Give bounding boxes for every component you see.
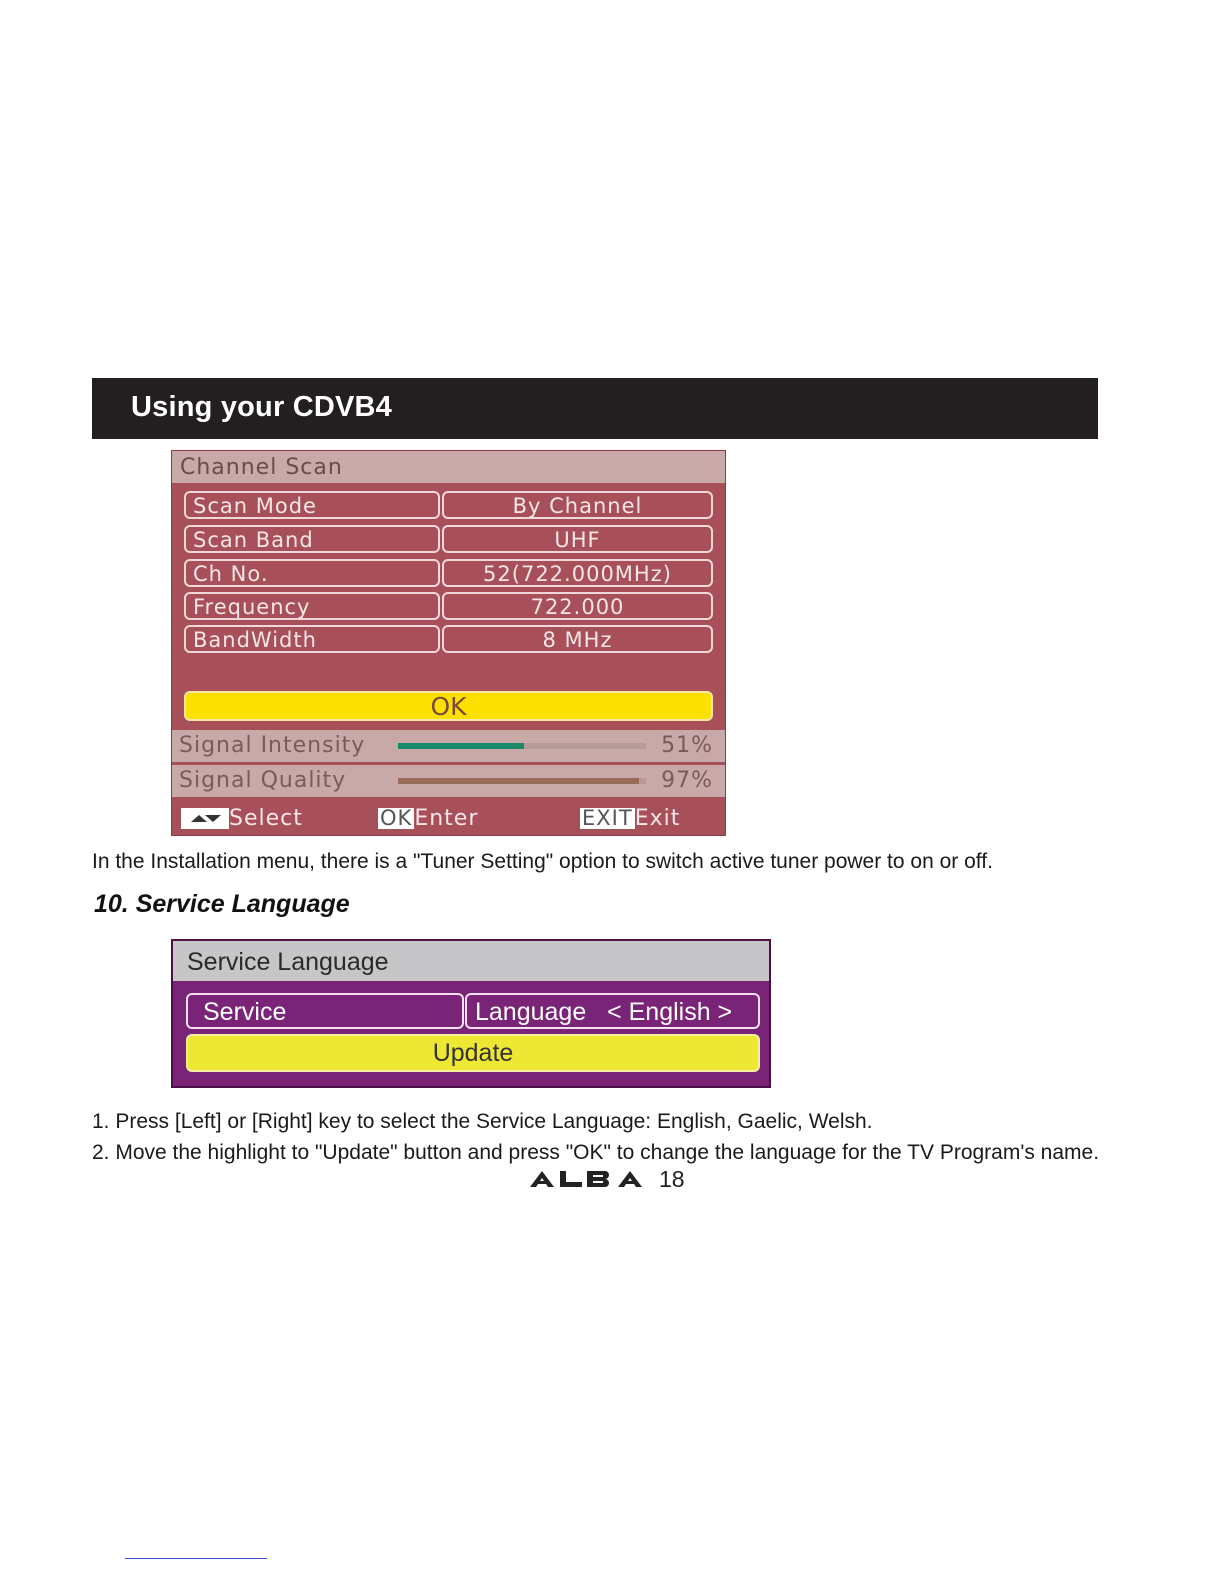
service-language-title: Service Language	[173, 941, 769, 981]
bandwidth-value[interactable]: 8 MHz	[442, 625, 713, 653]
signal-intensity-fill	[398, 743, 524, 749]
channel-scan-screen	[171, 450, 726, 836]
signal-quality-fill	[398, 778, 639, 784]
signal-quality-bar	[398, 778, 646, 784]
signal-intensity-row	[172, 730, 725, 762]
signal-intensity-bar	[398, 743, 646, 749]
tuner-setting-note: In the Installation menu, there is a "Tuner Setting" option to switch active tuner power to on or off.	[92, 850, 993, 873]
alba-logo	[530, 1170, 650, 1188]
ok-key-icon: OK	[380, 806, 413, 830]
page-footer	[530, 1166, 690, 1194]
frequency-value[interactable]: 722.000	[442, 592, 713, 620]
signal-intensity-percent: 51%	[661, 733, 713, 758]
signal-quality-row	[172, 765, 725, 797]
exit-key-icon: EXIT	[582, 806, 633, 830]
frequency-label: Frequency	[184, 592, 440, 620]
section-header-title: Using your CDVB4	[131, 391, 393, 423]
footer-link-rule	[125, 1558, 267, 1559]
scan-mode-value[interactable]: By Channel	[442, 491, 713, 519]
update-button[interactable]: Update	[186, 1034, 760, 1072]
ch-no-row[interactable]	[184, 559, 713, 587]
step-1: 1. Press [Left] or [Right] key to select the Service Language: English, Gaelic, Welsh.	[92, 1110, 873, 1133]
language-selector[interactable]: Language < English >	[465, 993, 760, 1029]
service-language-row[interactable]	[186, 993, 760, 1029]
channel-scan-title: Channel Scan	[172, 451, 725, 483]
page-number: 18	[659, 1166, 685, 1192]
select-hint-label: Select	[229, 806, 303, 831]
signal-intensity-label: Signal Intensity	[179, 733, 366, 758]
service-language-heading: 10. Service Language	[94, 890, 350, 918]
frequency-row[interactable]	[184, 592, 713, 620]
scan-band-value[interactable]: UHF	[442, 525, 713, 553]
bandwidth-row[interactable]	[184, 625, 713, 653]
signal-quality-label: Signal Quality	[179, 768, 347, 793]
exit-hint-label: Exit	[634, 806, 681, 831]
enter-hint-label: Enter	[414, 806, 479, 831]
step-2: 2. Move the highlight to "Update" button and press "OK" to change the language for the TV Program's name.	[92, 1141, 1100, 1164]
ch-no-value[interactable]: 52(722.000MHz)	[442, 559, 713, 587]
scan-band-label: Scan Band	[184, 525, 440, 553]
service-language-screen	[171, 939, 771, 1088]
service-label: Service	[186, 993, 464, 1029]
select-hint	[181, 807, 303, 831]
ok-button[interactable]: OK	[184, 691, 713, 721]
bandwidth-label: BandWidth	[184, 625, 440, 653]
signal-quality-percent: 97%	[661, 768, 713, 793]
exit-hint	[580, 807, 680, 831]
scan-band-row[interactable]	[184, 525, 713, 553]
key-hint-bar	[172, 801, 725, 836]
enter-hint	[378, 807, 478, 831]
scan-mode-label: Scan Mode	[184, 491, 440, 519]
scan-mode-row[interactable]	[184, 491, 713, 519]
ch-no-label: Ch No.	[184, 559, 440, 587]
section-header-bar	[92, 378, 1098, 439]
up-down-arrows-icon	[181, 808, 229, 829]
